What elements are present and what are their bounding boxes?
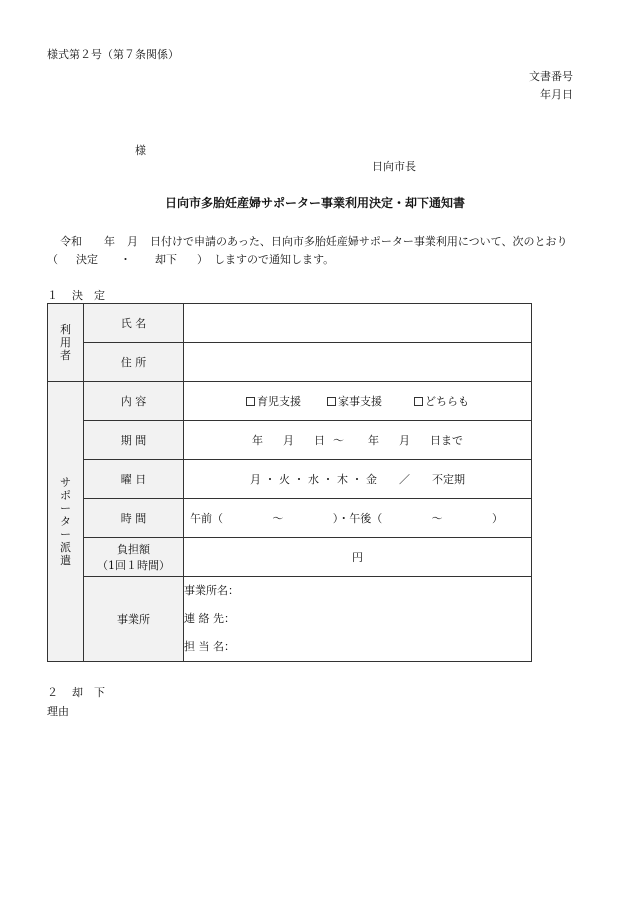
- doc-number: 文書番号: [529, 70, 573, 83]
- weekday-label: 曜 日: [84, 460, 184, 499]
- time-field[interactable]: 午前（ ～ ）・午後（ ～ ）: [184, 499, 532, 538]
- decision-option: 決定: [76, 253, 98, 266]
- period-label: 期 間: [84, 421, 184, 460]
- content-label: 内 容: [84, 382, 184, 421]
- decision-table: [47, 303, 532, 662]
- group-user: 利用者: [48, 304, 84, 382]
- issue-date: 年月日: [540, 88, 573, 101]
- addressee-suffix: 様: [135, 144, 146, 157]
- office-field[interactable]: [184, 577, 532, 662]
- option-childcare[interactable]: 育児支援: [246, 395, 301, 408]
- content-options: [184, 382, 532, 421]
- month-label: 月: [127, 235, 138, 248]
- address-label: 住 所: [84, 343, 184, 382]
- option-housework[interactable]: 家事支援: [327, 395, 382, 408]
- closing-text: しますので通知します。: [214, 253, 335, 266]
- table-row-period: [48, 421, 532, 460]
- weekday-slash: ／: [398, 473, 410, 486]
- form-id: 様式第２号（第７条関係）: [47, 48, 179, 61]
- weekday-days: 月 ・ 火 ・ 水 ・ 木 ・ 金: [250, 473, 377, 486]
- period-field[interactable]: 年 月 日 ～ 年 月 日まで: [184, 421, 532, 460]
- office-label: 事業所: [84, 577, 184, 662]
- address-field[interactable]: [184, 343, 532, 382]
- year-label: 年: [104, 235, 115, 248]
- separator-dot: ・: [120, 253, 131, 266]
- table-row-address: [48, 343, 532, 382]
- fee-unit: 円: [352, 551, 363, 564]
- section-2-heading: [47, 684, 105, 700]
- checkbox-icon: [327, 397, 336, 406]
- reason-label: 理由: [47, 705, 69, 718]
- paren-open: （: [47, 253, 58, 266]
- body-line-1: [60, 233, 567, 249]
- paren-close: ）: [197, 253, 208, 266]
- section-1-title: 決 定: [72, 289, 105, 302]
- checkbox-icon: [246, 397, 255, 406]
- weekday-field[interactable]: [184, 460, 532, 499]
- section-1-heading: [47, 287, 105, 303]
- table-row-content: [48, 382, 532, 421]
- table-row-weekday: [48, 460, 532, 499]
- body-line-2: [47, 251, 334, 267]
- checkbox-icon: [414, 397, 423, 406]
- name-field[interactable]: [184, 304, 532, 343]
- time-label: 時 間: [84, 499, 184, 538]
- issuer: 日向市長: [372, 160, 416, 173]
- table-row-office: [48, 577, 532, 662]
- office-name-label: 事業所名：: [184, 584, 239, 597]
- day-text: 日付けで申請のあった、日向市多胎妊産婦サポーター事業利用について、次のとおり: [150, 235, 568, 248]
- fee-label: 負担額 （1回１時間）: [84, 538, 184, 577]
- office-person-label: 担 当 名：: [184, 640, 235, 653]
- fee-field[interactable]: [184, 538, 532, 577]
- group-dispatch: サポーター派遣: [48, 382, 84, 662]
- table-row-fee: [48, 538, 532, 577]
- section-2-title: 却 下: [72, 686, 105, 699]
- section-2-number: ２: [47, 686, 58, 699]
- weekday-irregular: 不定期: [431, 473, 465, 486]
- table-row-time: [48, 499, 532, 538]
- document-title: 日向市多胎妊産婦サポーター事業利用決定・却下通知書: [164, 196, 465, 210]
- rejection-option: 却下: [155, 253, 177, 266]
- era: 令和: [60, 235, 82, 248]
- section-1-number: １: [47, 289, 58, 302]
- office-contact-label: 連 絡 先：: [184, 612, 235, 625]
- name-label: 氏 名: [84, 304, 184, 343]
- table-row-name: [48, 304, 532, 343]
- option-both[interactable]: どちらも: [414, 395, 469, 408]
